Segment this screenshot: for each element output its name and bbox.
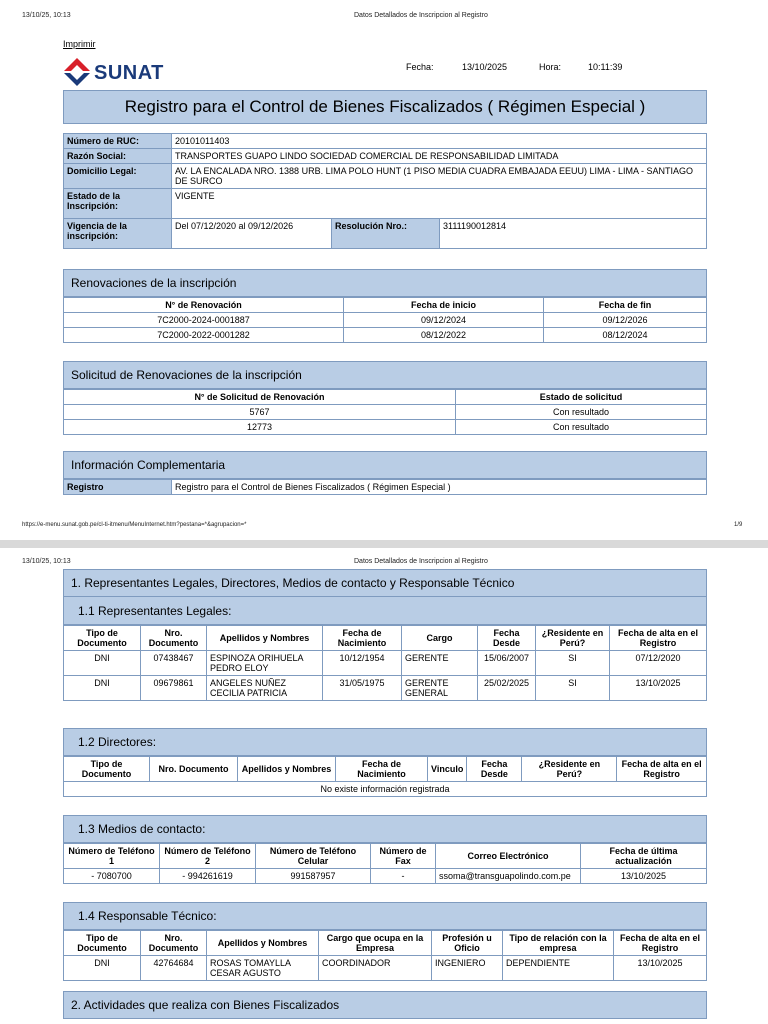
column-header: Tipo de Documento	[64, 626, 141, 651]
table-cell: - 7080700	[64, 869, 160, 884]
table-cell: 08/12/2022	[344, 328, 544, 343]
table-cell: Con resultado	[456, 420, 707, 435]
table-cell: 5767	[64, 405, 456, 420]
column-header: Fecha de alta en el Registro	[617, 757, 707, 782]
table-row	[64, 782, 707, 797]
column-header: Correo Electrónico	[436, 844, 581, 869]
column-header: Fecha de Nacimiento	[323, 626, 402, 651]
column-header: N° de Solicitud de Renovación	[64, 390, 456, 405]
table-row	[64, 134, 707, 149]
domicilio-label: Domicilio Legal:	[64, 164, 172, 189]
medios-heading: 1.3 Medios de contacto:	[63, 815, 707, 843]
directores-table	[63, 756, 707, 797]
footer-page: 1/9	[734, 522, 743, 528]
estado-label: Estado de la Inscripción:	[64, 189, 172, 219]
directores-heading: 1.2 Directores:	[63, 728, 707, 756]
fecha-label: Fecha:	[406, 62, 434, 72]
table-row	[64, 420, 707, 435]
estado-value: VIGENTE	[172, 189, 707, 219]
table-cell: INGENIERO	[432, 956, 503, 981]
page-title: Registro para el Control de Bienes Fiscalizados ( Régimen Especial )	[63, 90, 707, 124]
responsable-heading: 1.4 Responsable Técnico:	[63, 902, 707, 930]
table-cell: GERENTE	[402, 651, 478, 676]
column-header: Nro. Documento	[150, 757, 238, 782]
document-page-2	[0, 548, 768, 1024]
table-row	[64, 480, 707, 495]
rep-legales-table	[63, 625, 707, 701]
print-title: Datos Detallados de Inscripcion al Registro	[354, 12, 488, 19]
column-header: Nro. Documento	[141, 931, 207, 956]
column-header: Apellidos y Nombres	[207, 626, 323, 651]
empty-message: No existe información registrada	[64, 782, 707, 797]
column-header: Fecha de última actualización	[581, 844, 707, 869]
column-header: Cargo que ocupa en la Empresa	[319, 931, 432, 956]
table-row	[64, 219, 707, 249]
table-row	[64, 405, 707, 420]
complementaria-heading: Información Complementaria	[63, 451, 707, 479]
column-header: Apellidos y Nombres	[238, 757, 336, 782]
column-header: Fecha de fin	[544, 298, 707, 313]
fecha-value: 13/10/2025	[462, 62, 508, 72]
table-cell: -	[371, 869, 436, 884]
inscription-info-table	[63, 133, 707, 249]
table-row	[64, 189, 707, 219]
table-row	[64, 313, 707, 328]
table-cell: SI	[536, 651, 610, 676]
solicitudes-table	[63, 389, 707, 435]
ruc-value: 20101011403	[172, 134, 707, 149]
table-cell: 15/06/2007	[478, 651, 536, 676]
medios-table	[63, 843, 707, 884]
column-header: Número de Fax	[371, 844, 436, 869]
table-header-row	[64, 298, 707, 313]
table-cell: 25/02/2025	[478, 676, 536, 701]
table-cell: 42764684	[141, 956, 207, 981]
table-row	[64, 676, 707, 701]
razon-social-value: TRANSPORTES GUAPO LINDO SOCIEDAD COMERCIAL DE RESPONSABILIDAD LIMITADA	[172, 149, 707, 164]
solicitudes-heading: Solicitud de Renovaciones de la inscripción	[63, 361, 707, 389]
column-header: Fecha de inicio	[344, 298, 544, 313]
hora-label: Hora:	[539, 62, 562, 72]
table-cell: GERENTE GENERAL	[402, 676, 478, 701]
vigencia-value: Del 07/12/2020 al 09/12/2026	[172, 219, 332, 249]
table-header-row	[64, 626, 707, 651]
section2-heading: 2. Actividades que realiza con Bienes Fiscalizados	[63, 991, 707, 1019]
table-cell: SI	[536, 676, 610, 701]
table-row	[64, 164, 707, 189]
column-header: ¿Residente en Perú?	[522, 757, 617, 782]
table-cell: 991587957	[256, 869, 371, 884]
table-row	[64, 651, 707, 676]
column-header: Cargo	[402, 626, 478, 651]
table-cell: 09679861	[141, 676, 207, 701]
table-cell: ssoma@transguapolindo.com.pe	[436, 869, 581, 884]
sunat-logo	[63, 58, 164, 88]
column-header: Número de Teléfono Celular	[256, 844, 371, 869]
table-cell: ESPINOZA ORIHUELA PEDRO ELOY	[207, 651, 323, 676]
rep-legales-heading: 1.1 Representantes Legales:	[63, 597, 707, 625]
column-header: Fecha de alta en el Registro	[610, 626, 707, 651]
column-header: Nro. Documento	[141, 626, 207, 651]
section1-heading: 1. Representantes Legales, Directores, Medios de contacto y Responsable Técnico	[63, 569, 707, 597]
resolucion-value: 3111190012814	[440, 219, 707, 249]
logo-text: SUNAT	[94, 61, 164, 84]
table-header-row	[64, 390, 707, 405]
vigencia-label: Vigencia de la inscripción:	[64, 219, 172, 249]
footer-url: https://e-menu.sunat.gob.pe/cl-ti-itmenu/MenuInternet.htm?pestana=*&agrupacion=*	[22, 522, 247, 528]
table-cell: 13/10/2025	[610, 676, 707, 701]
table-cell: DNI	[64, 956, 141, 981]
column-header: Estado de solicitud	[456, 390, 707, 405]
responsable-table	[63, 930, 707, 981]
table-cell: 31/05/1975	[323, 676, 402, 701]
table-row	[64, 149, 707, 164]
table-header-row	[64, 757, 707, 782]
column-header: Fecha de alta en el Registro	[614, 931, 707, 956]
table-cell: 7C2000-2022-0001282	[64, 328, 344, 343]
table-cell: 07438467	[141, 651, 207, 676]
complementaria-table	[63, 479, 707, 495]
renovaciones-table	[63, 297, 707, 343]
table-cell: 10/12/1954	[323, 651, 402, 676]
column-header: Tipo de Documento	[64, 757, 150, 782]
column-header: Número de Teléfono 2	[160, 844, 256, 869]
table-cell: DEPENDIENTE	[503, 956, 614, 981]
column-header: Tipo de Documento	[64, 931, 141, 956]
table-row	[64, 869, 707, 884]
table-cell: 7C2000-2024-0001887	[64, 313, 344, 328]
column-header: Número de Teléfono 1	[64, 844, 160, 869]
column-header: Fecha Desde	[478, 626, 536, 651]
table-cell: ANGELES NUÑEZ CECILIA PATRICIA	[207, 676, 323, 701]
domicilio-value: AV. LA ENCALADA NRO. 1388 URB. LIMA POLO HUNT (1 PISO MEDIA CUADRA EMBAJADA EEUU) LIMA - LIMA - SANTIAGO DE SURCO	[172, 164, 707, 189]
renovaciones-heading: Renovaciones de la inscripción	[63, 269, 707, 297]
table-cell: DNI	[64, 676, 141, 701]
column-header: N° de Renovación	[64, 298, 344, 313]
column-header: Fecha de Nacimiento	[336, 757, 428, 782]
column-header: ¿Residente en Perú?	[536, 626, 610, 651]
table-cell: Con resultado	[456, 405, 707, 420]
hora-value: 10:11:39	[588, 62, 623, 72]
column-header: Vinculo	[428, 757, 467, 782]
resolucion-label: Resolución Nro.:	[332, 219, 440, 249]
registro-value: Registro para el Control de Bienes Fiscalizados ( Régimen Especial )	[172, 480, 707, 495]
print-title: Datos Detallados de Inscripcion al Registro	[354, 558, 488, 565]
table-cell: ROSAS TOMAYLLA CESAR AGUSTO	[207, 956, 319, 981]
razon-social-label: Razón Social:	[64, 149, 172, 164]
table-cell: 12773	[64, 420, 456, 435]
table-row	[64, 956, 707, 981]
table-cell: 13/10/2025	[581, 869, 707, 884]
ruc-label: Número de RUC:	[64, 134, 172, 149]
table-header-row	[64, 931, 707, 956]
print-datetime: 13/10/25, 10:13	[22, 12, 71, 19]
print-datetime: 13/10/25, 10:13	[22, 558, 71, 565]
registro-label: Registro	[64, 480, 172, 495]
table-cell: 07/12/2020	[610, 651, 707, 676]
table-cell: 09/12/2026	[544, 313, 707, 328]
column-header: Apellidos y Nombres	[207, 931, 319, 956]
table-cell: 13/10/2025	[614, 956, 707, 981]
table-cell: DNI	[64, 651, 141, 676]
sunat-logo-icon	[63, 58, 91, 88]
table-cell: COORDINADOR	[319, 956, 432, 981]
table-cell: 09/12/2024	[344, 313, 544, 328]
table-cell: - 994261619	[160, 869, 256, 884]
column-header: Tipo de relación con la empresa	[503, 931, 614, 956]
column-header: Profesión u Oficio	[432, 931, 503, 956]
table-header-row	[64, 844, 707, 869]
print-link[interactable]: Imprimir	[63, 39, 96, 49]
column-header: Fecha Desde	[467, 757, 522, 782]
table-cell: 08/12/2024	[544, 328, 707, 343]
table-row	[64, 328, 707, 343]
